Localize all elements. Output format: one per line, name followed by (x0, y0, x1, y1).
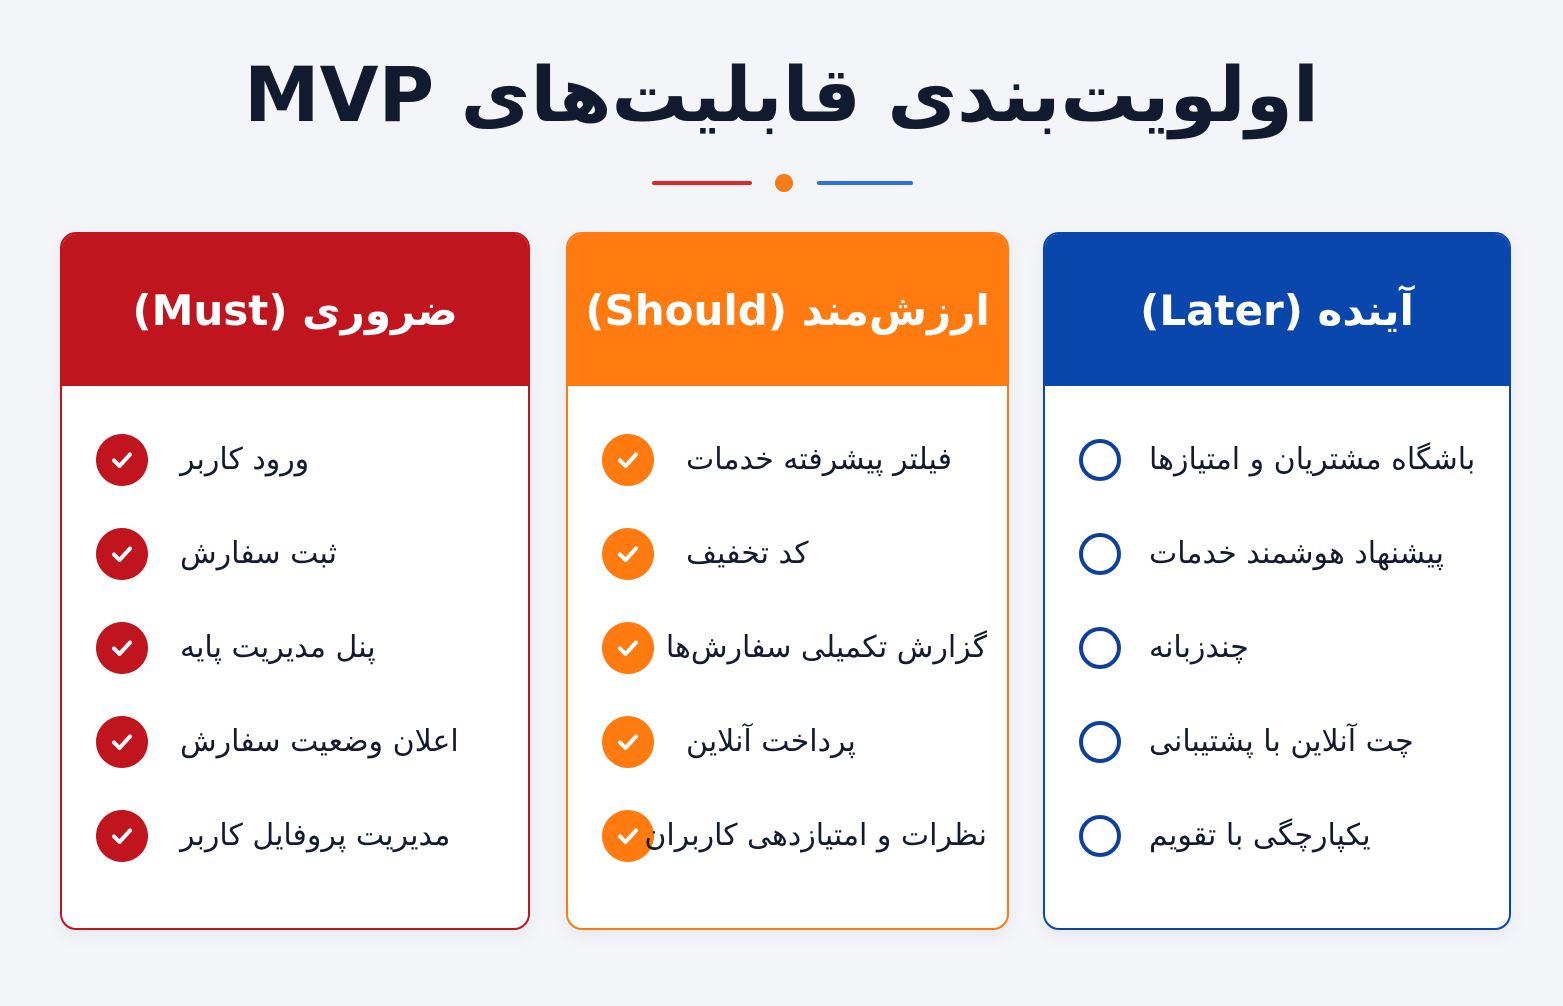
list-item (1045, 430, 1509, 490)
empty-circle-icon (1079, 627, 1121, 669)
list-item (1045, 806, 1509, 866)
check-circle-icon (96, 810, 148, 862)
list-item (62, 618, 528, 678)
item-label: باشگاه مشتریان و امتیازها (1149, 442, 1476, 477)
item-label: گزارش تکمیلی سفارش‌ها (665, 630, 987, 665)
item-label: فیلتر پیشرفته خدمات (686, 442, 952, 477)
column-later (1043, 232, 1511, 930)
list-item (62, 524, 528, 584)
divider-line-blue (817, 181, 913, 185)
empty-circle-icon (1079, 533, 1121, 575)
item-label: چندزبانه (1149, 630, 1249, 665)
check-circle-icon (96, 528, 148, 580)
item-label: نظرات و امتیازدهی کاربران (644, 818, 987, 853)
list-item (568, 524, 1007, 584)
column-header-later: آینده (Later) (1045, 234, 1509, 386)
item-label: چت آنلاین با پشتیبانی (1149, 724, 1414, 759)
check-circle-icon (96, 716, 148, 768)
list-item (568, 712, 1007, 772)
empty-circle-icon (1079, 721, 1121, 763)
empty-circle-icon (1079, 815, 1121, 857)
item-label: ثبت سفارش (180, 536, 337, 571)
list-item (1045, 618, 1509, 678)
list-item (568, 430, 1007, 490)
check-circle-icon (96, 434, 148, 486)
item-label: پرداخت آنلاین (686, 724, 856, 759)
check-circle-icon (602, 622, 654, 674)
empty-circle-icon (1079, 439, 1121, 481)
divider-line-red (652, 181, 752, 185)
list-item (568, 618, 1007, 678)
check-circle-icon (96, 622, 148, 674)
divider-dot (775, 174, 793, 192)
column-header-should: ارزش‌مند (Should) (568, 234, 1007, 386)
list-item (1045, 712, 1509, 772)
check-circle-icon (602, 528, 654, 580)
list-item (62, 430, 528, 490)
check-circle-icon (602, 716, 654, 768)
column-header-must: ضروری (Must) (62, 234, 528, 386)
column-must (60, 232, 530, 930)
title-divider (0, 172, 1563, 194)
item-label: یکپارچگی با تقویم (1149, 818, 1371, 853)
list-item (62, 712, 528, 772)
list-item (568, 806, 1007, 866)
item-label: پنل مدیریت پایه (180, 630, 376, 665)
check-circle-icon (602, 434, 654, 486)
item-label: کد تخفیف (686, 536, 809, 571)
list-item (1045, 524, 1509, 584)
item-label: اعلان وضعیت سفارش (180, 724, 459, 759)
item-label: ورود کاربر (180, 442, 310, 477)
item-label: مدیریت پروفایل کاربر (180, 818, 451, 853)
list-item (62, 806, 528, 866)
column-should (566, 232, 1009, 930)
page-title: اولویت‌بندی قابلیت‌های MVP (244, 50, 1319, 139)
item-label: پیشنهاد هوشمند خدمات (1149, 536, 1444, 571)
